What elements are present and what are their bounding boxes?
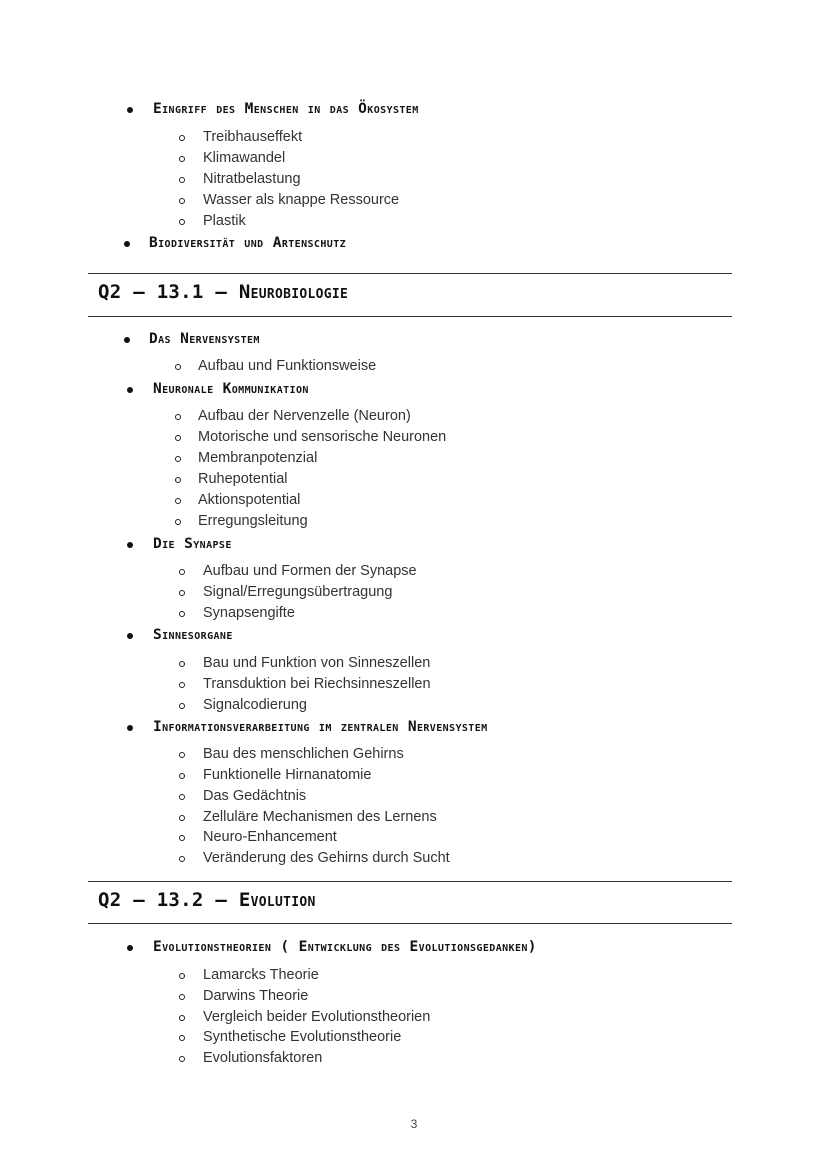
circle-bullet-icon: [179, 611, 185, 617]
circle-bullet-icon: [175, 477, 181, 483]
topic-heading: Sinnesorgane: [153, 627, 233, 643]
section-title: Q2 – 13.2 – Evolution: [98, 889, 316, 911]
list-item-text: Zelluläre Mechanismen des Lernens: [203, 809, 437, 825]
list-item-text: Motorische und sensorische Neuronen: [198, 429, 447, 445]
list-item-text: Wasser als knappe Ressource: [203, 192, 400, 208]
topic-heading: Informationsverarbeitung im zentralen Nervensystem: [153, 719, 488, 735]
list-item-text: Das Gedächtnis: [203, 788, 307, 804]
page-number: 3: [410, 1117, 418, 1131]
circle-bullet-icon: [179, 794, 185, 800]
list-item-text: Lamarcks Theorie: [203, 967, 319, 983]
list-item-text: Aktionspotential: [198, 492, 301, 508]
bullet-dot-icon: [127, 945, 133, 951]
circle-bullet-icon: [179, 815, 185, 821]
list-item-text: Neuro-Enhancement: [203, 829, 337, 845]
list-item-text: Aufbau und Funktionsweise: [198, 358, 377, 374]
list-item-text: Darwins Theorie: [203, 988, 309, 1004]
bullet-dot-icon: [127, 387, 133, 393]
circle-bullet-icon: [175, 498, 181, 504]
list-item-text: Signalcodierung: [203, 697, 307, 713]
list-item-text: Evolutionsfaktoren: [203, 1050, 323, 1066]
circle-bullet-icon: [179, 773, 185, 779]
circle-bullet-icon: [175, 519, 181, 525]
list-item-text: Bau des menschlichen Gehirns: [203, 746, 404, 762]
list-item-text: Membranpotenzial: [198, 450, 318, 466]
circle-bullet-icon: [179, 569, 185, 575]
circle-bullet-icon: [175, 364, 181, 370]
circle-bullet-icon: [179, 682, 185, 688]
section-rule-top: [88, 881, 732, 882]
circle-bullet-icon: [179, 1056, 185, 1062]
section-rule-top: [88, 273, 732, 274]
topic-heading: Das Nervensystem: [149, 331, 260, 347]
circle-bullet-icon: [179, 994, 185, 1000]
circle-bullet-icon: [179, 1015, 185, 1021]
list-item-text: Synapsengifte: [203, 605, 295, 621]
circle-bullet-icon: [179, 156, 185, 162]
section-rule-bottom: [88, 923, 732, 924]
list-item-text: Synthetische Evolutionstheorie: [203, 1029, 402, 1045]
circle-bullet-icon: [179, 752, 185, 758]
list-item-text: Vergleich beider Evolutionstheorien: [203, 1009, 431, 1025]
list-item-text: Erregungsleitung: [198, 513, 308, 529]
list-item-text: Bau und Funktion von Sinneszellen: [203, 655, 431, 671]
circle-bullet-icon: [179, 219, 185, 225]
topic-heading: Neuronale Kommunikation: [153, 381, 309, 397]
circle-bullet-icon: [179, 835, 185, 841]
list-item-text: Nitratbelastung: [203, 171, 301, 187]
list-item-text: Signal/Erregungsübertragung: [203, 584, 393, 600]
circle-bullet-icon: [179, 1035, 185, 1041]
section-title: Q2 – 13.1 – Neurobiologie: [98, 281, 349, 303]
circle-bullet-icon: [179, 703, 185, 709]
bullet-dot-icon: [127, 542, 133, 548]
list-item-text: Veränderung des Gehirns durch Sucht: [203, 850, 450, 866]
list-item-text: Ruhepotential: [198, 471, 288, 487]
circle-bullet-icon: [175, 435, 181, 441]
circle-bullet-icon: [179, 177, 185, 183]
list-item-text: Funktionelle Hirnanatomie: [203, 767, 372, 783]
circle-bullet-icon: [175, 456, 181, 462]
topic-heading: Evolutionstheorien ( Entwicklung des Evolutionsgedanken): [153, 939, 537, 955]
circle-bullet-icon: [179, 135, 185, 141]
list-item-text: Plastik: [203, 213, 246, 229]
list-item-text: Treibhauseffekt: [203, 129, 303, 145]
bullet-dot-icon: [124, 337, 130, 343]
bullet-dot-icon: [127, 633, 133, 639]
list-item-text: Transduktion bei Riechsinneszellen: [203, 676, 431, 692]
bullet-dot-icon: [127, 107, 133, 113]
circle-bullet-icon: [179, 590, 185, 596]
list-item-text: Aufbau und Formen der Synapse: [203, 563, 417, 579]
circle-bullet-icon: [179, 661, 185, 667]
topic-heading: Eingriff des Menschen in das Ökosystem: [153, 101, 419, 117]
list-item-text: Aufbau der Nervenzelle (Neuron): [198, 408, 411, 424]
circle-bullet-icon: [179, 856, 185, 862]
circle-bullet-icon: [175, 414, 181, 420]
bullet-dot-icon: [127, 725, 133, 731]
topic-heading: Biodiversität und Artenschutz: [149, 235, 347, 251]
circle-bullet-icon: [179, 973, 185, 979]
bullet-dot-icon: [124, 241, 130, 247]
topic-heading: Die Synapse: [153, 536, 232, 552]
section-rule-bottom: [88, 316, 732, 317]
circle-bullet-icon: [179, 198, 185, 204]
list-item-text: Klimawandel: [203, 150, 286, 166]
